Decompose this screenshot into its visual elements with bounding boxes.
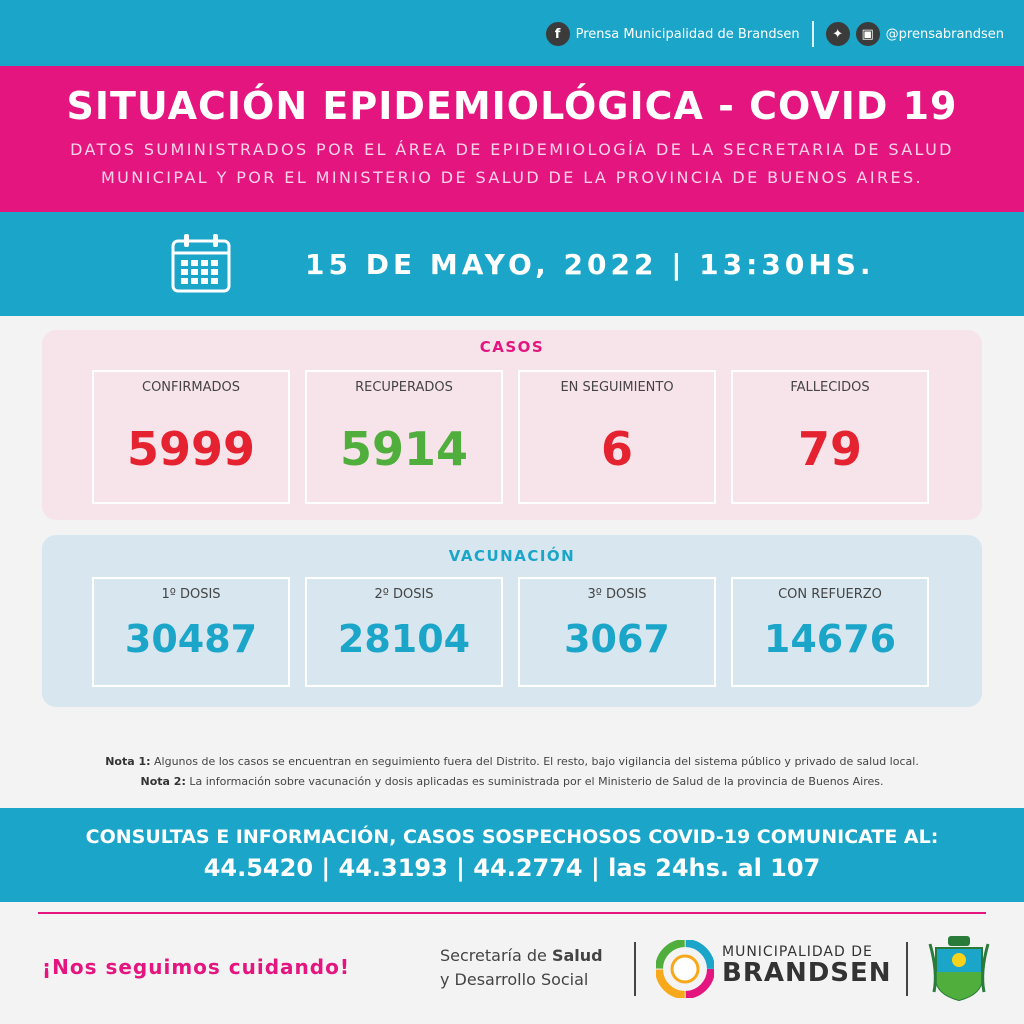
card-label: EN SEGUIMIENTO [560,380,674,395]
card-fallecidos [731,370,929,504]
card-value: 28104 [337,617,471,661]
footer-divider [38,912,986,914]
calendar-icon [170,232,232,294]
card-label: FALLECIDOS [790,380,870,395]
social-links [546,20,1004,48]
card-value: 5999 [126,422,256,476]
instagram-icon[interactable]: ▣ [856,22,880,46]
facebook-icon[interactable]: f [546,22,570,46]
contact-heading: CONSULTAS E INFORMACIÓN, CASOS SOSPECHOSOS COVID-19 COMUNICATE AL: [85,826,939,848]
card-value: 30487 [124,617,258,661]
vacunacion-panel [42,535,982,707]
municipalidad-logo: MUNICIPALIDAD DE BRANDSEN [722,944,892,988]
twitter-icon[interactable]: ✦ [826,22,850,46]
card-label: CONFIRMADOS [142,380,240,395]
card-3-dosis [518,577,716,687]
subtitle-line-1: DATOS SUMINISTRADOS POR EL ÁREA DE EPIDEMIOLOGÍA DE LA SECRETARIA DE SALUD [70,140,954,159]
footer-separator [634,942,636,996]
title-banner [0,66,1024,212]
card-label: RECUPERADOS [355,380,453,395]
twitter-handle[interactable]: @prensabrandsen [885,26,1004,42]
card-value: 14676 [763,617,897,661]
contact-banner [0,808,1024,902]
facebook-label[interactable]: Prensa Municipalidad de Brandsen [575,26,800,42]
card-value: 79 [797,422,862,476]
casos-panel [42,330,982,520]
divider [812,21,814,47]
footer-separator [906,942,908,996]
card-label: 2º DOSIS [374,587,434,602]
card-label: 3º DOSIS [587,587,647,602]
note-2: Nota 2: La información sobre vacunación y dosis aplicadas es suministrada por el Ministerio de Salud de la provincia de Buenos Aires. [140,775,884,788]
card-2-dosis [305,577,503,687]
card-value: 5914 [339,422,469,476]
card-value: 3067 [564,617,670,661]
card-value: 6 [600,422,633,476]
secretaria-logo: Secretaría de Salud y Desarrollo Social [440,946,603,989]
date-banner [0,212,1024,316]
coat-of-arms-icon [928,932,990,1004]
contact-phones: 44.5420 | 44.3193 | 44.2774 | las 24hs. al 107 [203,854,821,882]
casos-title: CASOS [479,338,545,356]
note-1: Nota 1: Algunos de los casos se encuentran en seguimiento fuera del Distrito. El resto, bajo vigilancia del sistema público y privado de salud local. [105,755,919,768]
card-1-dosis [92,577,290,687]
subtitle-line-2: MUNICIPAL Y POR EL MINISTERIO DE SALUD DE LA PROVINCIA DE BUENOS AIRES. [100,168,924,187]
top-bar [0,0,1024,66]
date-time: 15 DE MAYO, 2022 | 13:30HS. [305,248,875,281]
card-con-refuerzo [731,577,929,687]
card-label: CON REFUERZO [778,587,882,602]
card-en-seguimiento [518,370,716,504]
municipal-logo-icon [656,940,714,998]
slogan: ¡Nos seguimos cuidando! [42,955,350,979]
card-label: 1º DOSIS [161,587,221,602]
page-title: SITUACIÓN EPIDEMIOLÓGICA - COVID 19 [66,84,958,128]
vacunacion-title: VACUNACIÓN [448,547,576,565]
card-confirmados [92,370,290,504]
notes [0,752,1024,792]
card-recuperados [305,370,503,504]
